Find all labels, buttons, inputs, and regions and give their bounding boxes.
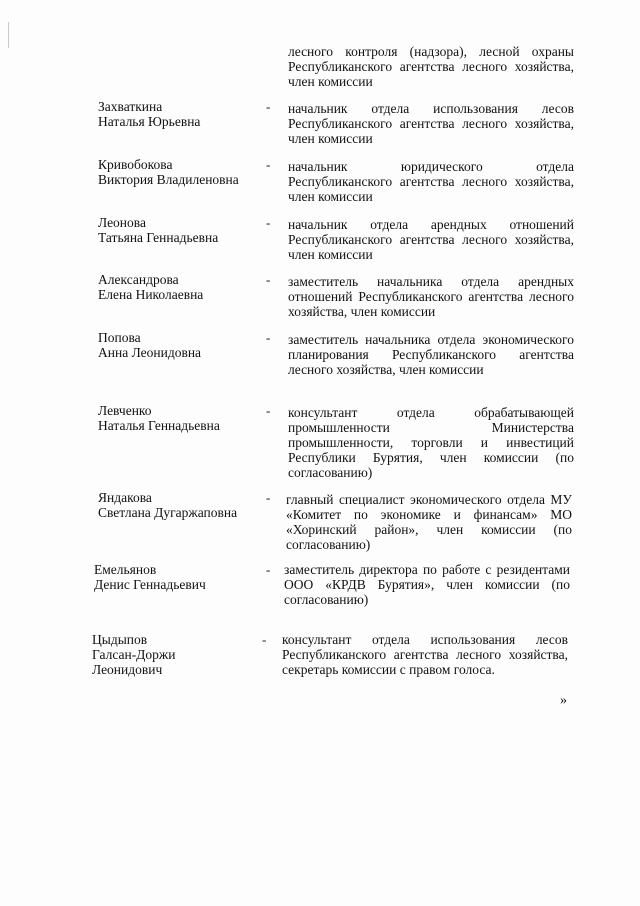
member-role: заместитель начальника отдела экономического планирования Республиканского агентства лесного хозяйства, член комиссии (288, 332, 574, 377)
member-given-names: Татьяна Геннадьевна (98, 230, 219, 245)
dash-separator: - (266, 330, 271, 345)
member-role: лесного контроля (надзора), лесной охраны Республиканского агентства лесного хозяйства, член комиссии (288, 44, 574, 89)
scan-edge-mark (8, 22, 9, 48)
member-role: начальник отдела арендных отношений Республиканского агентства лесного хозяйства, член комиссии (288, 217, 574, 262)
closing-quote: » (560, 693, 567, 708)
member-surname: Кривобокова (98, 157, 173, 172)
member-role: главный специалист экономического отдела МУ «Комитет по экономике и финансам» МО «Хоринский район», член комиссии (по согласованию) (286, 492, 572, 552)
member-surname: Емельянов (94, 562, 157, 577)
dash-separator: - (266, 272, 271, 287)
member-given-names: Наталья Юрьевна (98, 114, 201, 129)
member-surname: Захваткина (98, 99, 163, 114)
member-role: консультант отдела использования лесов Республиканского агентства лесного хозяйства, секретарь комиссии с правом голоса. (282, 632, 568, 677)
member-patronymic: Леонидович (92, 662, 163, 677)
member-name (98, 490, 263, 520)
dash-separator: - (266, 99, 271, 114)
member-surname: Цыдыпов (92, 632, 148, 647)
member-role: начальник юридического отдела Республиканского агентства лесного хозяйства, член комиссии (288, 159, 574, 204)
member-role: консультант отдела обрабатывающей промышленности Министерства промышленности, торговли и инвестиций Республики Бурятия, член комиссии (по согласованию) (288, 405, 574, 480)
member-surname: Левченко (98, 403, 152, 418)
member-surname: Леонова (98, 215, 146, 230)
member-given-names: Виктория Владиленовна (98, 172, 239, 187)
member-name (98, 215, 263, 245)
dash-separator: - (262, 632, 267, 647)
member-given-names: Денис Геннадьевич (94, 577, 206, 592)
member-role: заместитель директора по работе с резидентами ООО «КРДВ Бурятия», член комиссии (по согласованию) (284, 562, 570, 607)
member-surname: Яндакова (98, 490, 152, 505)
dash-separator: - (266, 157, 271, 172)
member-name (98, 99, 263, 129)
member-name (98, 330, 263, 360)
member-name (92, 632, 257, 677)
member-role: заместитель начальника отдела арендных отношений Республиканского агентства лесного хозяйства, член комиссии (288, 274, 574, 319)
dash-separator: - (266, 490, 271, 505)
member-given-names: Анна Леонидовна (98, 345, 202, 360)
member-name (94, 562, 259, 592)
member-role: начальник отдела использования лесов Республиканского агентства лесного хозяйства, член комиссии (288, 101, 574, 146)
member-given-names: Светлана Дугаржаповна (98, 505, 238, 520)
member-surname: Александрова (98, 272, 179, 287)
dash-separator: - (266, 215, 271, 230)
member-name (98, 272, 263, 302)
member-given-names: Галсан-Доржи (92, 647, 176, 662)
member-name (98, 157, 263, 187)
dash-separator: - (266, 562, 271, 577)
dash-separator: - (266, 403, 271, 418)
member-given-names: Елена Николаевна (98, 287, 204, 302)
member-given-names: Наталья Геннадьевна (98, 418, 220, 433)
member-surname: Попова (98, 330, 141, 345)
member-name (98, 403, 263, 433)
